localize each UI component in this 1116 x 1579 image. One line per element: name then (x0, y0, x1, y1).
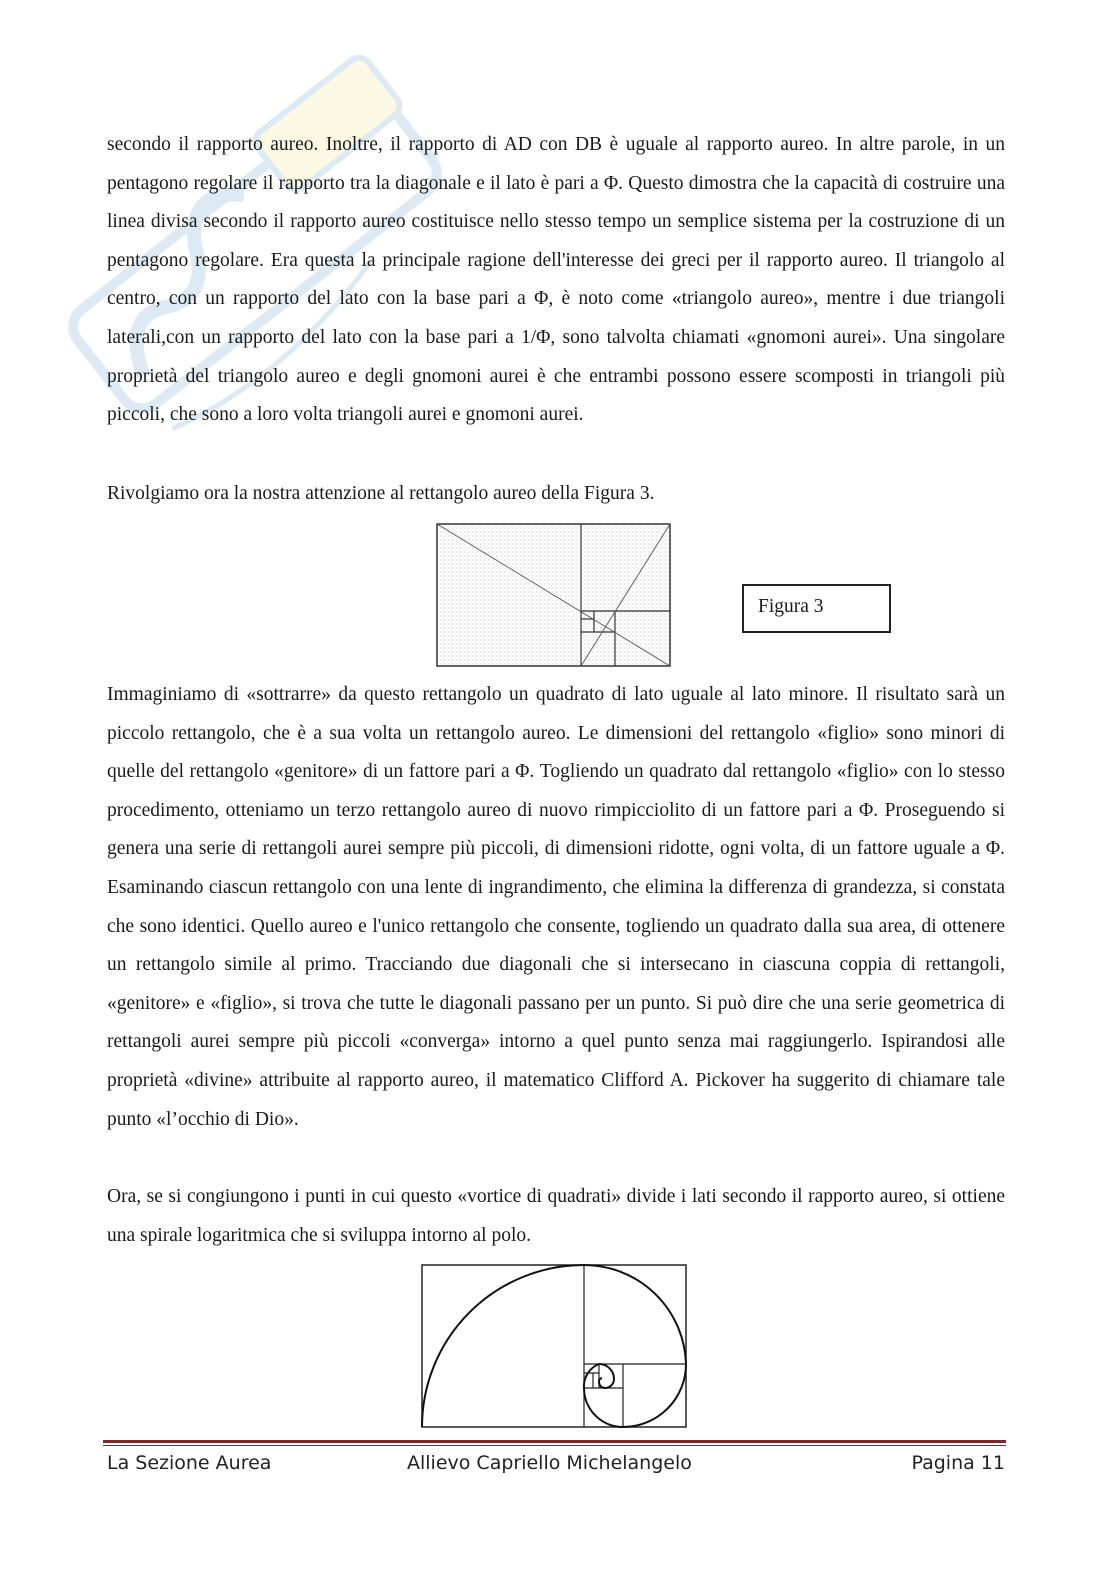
paragraph-figure-intro: Rivolgiamo ora la nostra attenzione al rettangolo aureo della Figura 3. (107, 483, 655, 504)
footer-author: Allievo Capriello Michelangelo (407, 1452, 692, 1474)
golden-rectangle-figure (436, 523, 672, 668)
paragraph-spiral: Ora, se si congiungono i punti in cui questo «vortice di quadrati» divide i lati secondo il rapporto aureo, si ottiene una spirale logaritmica che si sviluppa intorno al polo. (107, 1186, 1005, 1246)
footer-page-number: Pagina 11 (911, 1452, 1005, 1474)
paragraph-pentagon: secondo il rapporto aureo. Inoltre, il rapporto di AD con DB è uguale al rapporto aureo. In altre parole, in un pentagono regolare il rapporto tra la diagonale e il lato è pari a Φ. Questo dimostra che la capacità di costruire una linea divisa secondo il rapporto aureo costituisce nello stesso tempo un semplice sistema per la costruzione di un pentagono regolare. Era questa la principale ragione dell'interesse dei greci per il rapporto aureo. Il triangolo al centro, con un rapporto del lato con la base pari a Φ, è noto come «triangolo aureo», mentre i due triangoli laterali,con un rapporto del lato con la base pari a 1/Φ, sono talvolta chiamati «gnomoni aurei». Una singolare proprietà del triangolo aureo e degli gnomoni aurei è che entrambi possono essere scomposti in triangoli più piccoli, che sono a loro volta triangoli aurei e gnomoni aurei. (107, 134, 1005, 426)
golden-spiral-figure (421, 1264, 687, 1428)
paragraph-rectangles: Immaginiamo di «sottrarre» da questo rettangolo un quadrato di lato uguale al lato minore. Il risultato sarà un piccolo rettangolo, che è a sua volta un rettangolo aureo. Le dimensioni del rettangolo «figlio» sono minori di quelle del rettangolo «genitore» di un fattore pari a Φ. Togliendo un quadrato dal rettangolo «figlio» con lo stesso procedimento, otteniamo un terzo rettangolo aureo di nuovo rimpicciolito di un fattore pari a Φ. Proseguendo si genera una serie di rettangoli aurei sempre più piccoli, di dimensioni ridotte, ogni volta, di un fattore uguale a Φ. Esaminando ciascun rettangolo con una lente di ingrandimento, che elimina la differenza di grandezza, si constata che sono identici. Quello aureo e l'unico rettangolo che consente, togliendo un quadrato dalla sua area, di ottenere un rettangolo simile al primo. Tracciando due diagonali che si intersecano in ciascuna coppia di rettangoli, «genitore» e «figlio», si trova che tutte le diagonali passano per un punto. Si può dire che una serie geometrica di rettangoli aurei sempre più piccoli «converga» intorno a quel punto senza mai raggiungerlo. Ispirandosi alle proprietà «divine» attribuite al rapporto aureo, il matematico Clifford A. Pickover ha suggerito di chiamare tale punto «l’occhio di Dio». (107, 684, 1005, 1130)
footer-title: La Sezione Aurea (107, 1452, 272, 1474)
footer-rule-thin (103, 1445, 1006, 1446)
figure-caption: Figura 3 (742, 584, 891, 633)
footer-rule (103, 1440, 1006, 1443)
